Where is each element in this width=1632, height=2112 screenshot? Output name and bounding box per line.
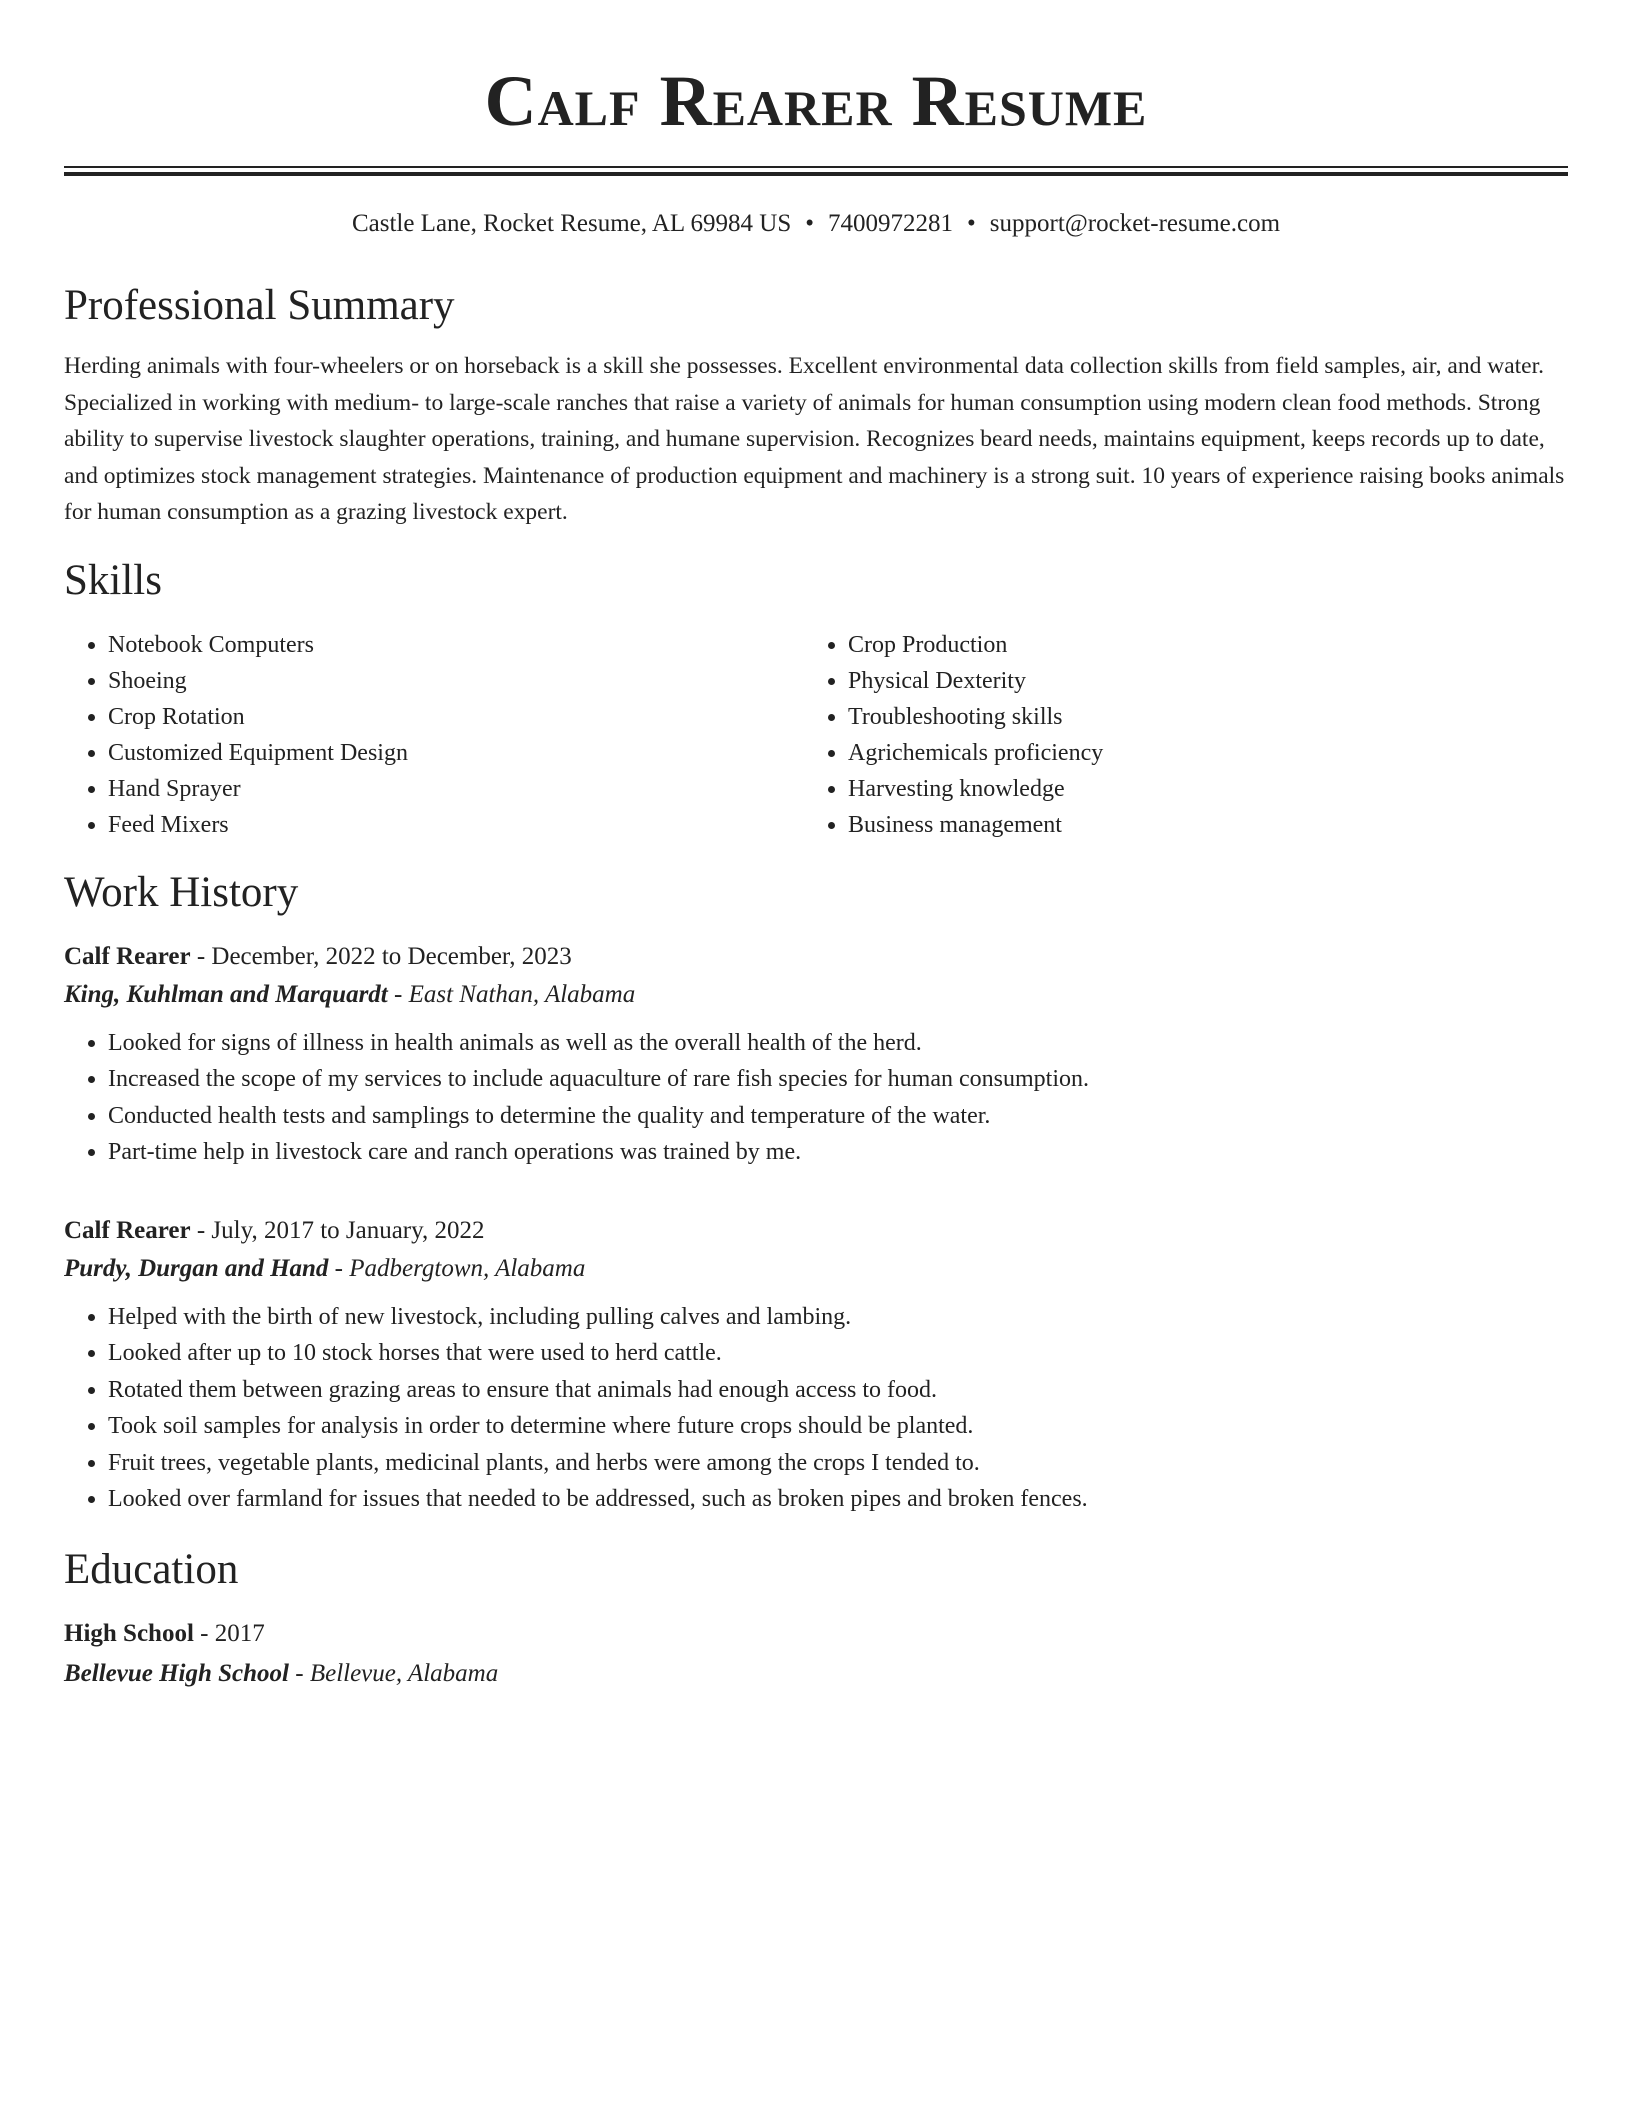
job-duty: • Conducted health tests and samplings to determine the quality and temperature of the water. xyxy=(108,1098,1568,1135)
job-header xyxy=(64,939,1568,975)
job-dates: - December, 2022 to December, 2023 xyxy=(196,942,572,970)
education-degree: High School xyxy=(64,1619,194,1647)
contact-separator: • xyxy=(967,210,976,237)
skill-item: • Crop Rotation xyxy=(108,699,806,735)
contact-line xyxy=(64,208,1568,240)
job-location: - Padbergtown, Alabama xyxy=(334,1254,586,1282)
summary-heading: Professional Summary xyxy=(64,282,455,329)
job-duty: • Looked over farmland for issues that needed to be addressed, such as broken pipes and broken fences. xyxy=(108,1481,1568,1518)
job-duties xyxy=(64,1025,1568,1171)
skill-item: • Feed Mixers xyxy=(108,807,806,843)
job-duty: • Took soil samples for analysis in order to determine where future crops should be planted. xyxy=(108,1408,1568,1445)
skill-item: • Crop Production xyxy=(848,627,1548,663)
skill-item: • Agrichemicals proficiency xyxy=(848,735,1548,771)
job-company: King, Kuhlman and Marquardt xyxy=(64,980,388,1008)
job-location: - East Nathan, Alabama xyxy=(394,980,636,1008)
job-title: Calf Rearer xyxy=(64,1216,191,1244)
job-duty: • Part-time help in livestock care and ranch operations was trained by me. xyxy=(108,1134,1568,1171)
skill-item: • Harvesting knowledge xyxy=(848,771,1548,807)
job-duties xyxy=(64,1299,1568,1518)
work-history-heading: Work History xyxy=(64,868,299,916)
job-duty: • Looked for signs of illness in health animals as well as the overall health of the herd. xyxy=(108,1025,1568,1062)
education-location: - Bellevue, Alabama xyxy=(295,1659,499,1687)
skills-column-right xyxy=(806,627,1548,843)
job-dates: - July, 2017 to January, 2022 xyxy=(196,1216,485,1244)
job-entry xyxy=(64,1213,1568,1518)
job-employer xyxy=(64,1249,1568,1289)
contact-separator: • xyxy=(805,210,814,237)
skill-item: • Physical Dexterity xyxy=(848,663,1548,699)
job-header xyxy=(64,1213,1568,1249)
job-duty: • Fruit trees, vegetable plants, medicinal plants, and herbs were among the crops I tended to. xyxy=(108,1445,1568,1482)
skill-item: • Troubleshooting skills xyxy=(848,699,1548,735)
education-year: - 2017 xyxy=(200,1619,265,1647)
skill-item: • Business management xyxy=(848,807,1548,843)
resume-page xyxy=(64,0,1568,1696)
job-title: Calf Rearer xyxy=(64,942,191,970)
contact-address: Castle Lane, Rocket Resume, AL 69984 US xyxy=(351,210,792,237)
skills-list xyxy=(64,627,1568,843)
job-duty: • Looked after up to 10 stock horses that were used to herd cattle. xyxy=(108,1335,1568,1372)
education-header xyxy=(64,1616,1568,1652)
summary-text: Herding animals with four-wheelers or on horseback is a skill she possesses. Excellent environmental data collection skills from field samples, air, and water. Specialized in working with medium- to large-scale ranches that raise a variety of animals for human consumption using modern clean food methods. Strong ability to supervise livestock slaughter operations, training, and humane supervision. Recognizes beard needs, maintains equipment, keeps records up to date, and optimizes stock management strategies. Maintenance of production equipment and machinery is a strong suit. 10 years of experience raising books animals for human consumption as a grazing livestock expert. xyxy=(64,353,1565,525)
job-company: Purdy, Durgan and Hand xyxy=(64,1254,329,1282)
contact-phone: 7400972281 xyxy=(828,210,953,237)
skills-column-left xyxy=(64,627,806,843)
job-entry xyxy=(64,939,1568,1171)
skill-item: • Shoeing xyxy=(108,663,806,699)
job-duty: • Increased the scope of my services to include aquaculture of rare fish species for human consumption. xyxy=(108,1061,1568,1098)
resume-title: Calf Rearer Resume xyxy=(484,61,1148,141)
job-duty: • Rotated them between grazing areas to ensure that animals had enough access to food. xyxy=(108,1372,1568,1409)
education-school-line xyxy=(64,1652,1568,1696)
education-heading: Education xyxy=(64,1545,239,1593)
skills-heading: Skills xyxy=(64,556,162,604)
skill-item: • Hand Sprayer xyxy=(108,771,806,807)
skill-item: • Customized Equipment Design xyxy=(108,735,806,771)
job-duty: • Helped with the birth of new livestock, including pulling calves and lambing. xyxy=(108,1299,1568,1336)
job-employer xyxy=(64,975,1568,1015)
skill-item: • Notebook Computers xyxy=(108,627,806,663)
education-school: Bellevue High School xyxy=(64,1659,289,1687)
title-divider xyxy=(64,166,1568,176)
contact-email: support@rocket-resume.com xyxy=(989,210,1281,237)
